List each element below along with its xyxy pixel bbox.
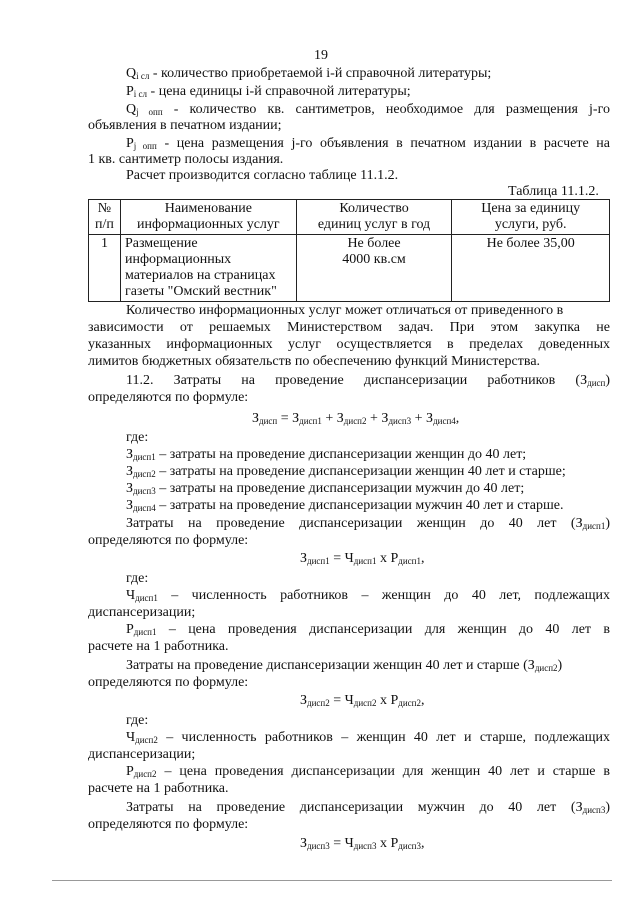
- block3-intro2: определяются по формуле:: [88, 817, 249, 832]
- block2-def-p2: расчете на 1 работника.: [88, 781, 229, 796]
- def-p-opp-cont: 1 кв. сантиметр полосы издания.: [88, 152, 284, 167]
- cell-name: Размещение информационных материалов на страницах газеты "Омский вестник": [120, 235, 296, 302]
- services-table: [88, 199, 610, 302]
- def-zdisp1: $З_{дисп1}$ – затраты на проведение диспансеризации женщин до 40 лет;: [126, 447, 527, 462]
- page-number: 19: [314, 48, 328, 63]
- def-p-spr: $P_{i сл}$ - цена единицы i-й справочной литературы;: [126, 84, 411, 99]
- block2-def-ch: $Ч_{дисп2}$ – численность работников – женщин 40 лет и старше, подлежащих: [126, 730, 610, 745]
- where-label-2: где:: [126, 571, 149, 586]
- header-num: № п/п: [89, 200, 121, 235]
- page-footer-rule: [52, 880, 612, 881]
- block3-intro: Затраты на проведение диспансеризации мужчин до 40 лет $(З_{дисп3})$: [126, 800, 610, 815]
- cell-qty: Не более 4000 кв.см: [296, 235, 452, 302]
- formula-zdisp1: $З_{дисп1} = Ч_{дисп1}$ х $Р_{дисп1}$,: [300, 551, 425, 566]
- para1-line2: зависимости от решаемых Министерством задач. При этом закупка не: [88, 320, 610, 335]
- def-zdisp2: $З_{дисп2}$ – затраты на проведение диспансеризации женщин 40 лет и старше;: [126, 464, 566, 479]
- where-label-3: где:: [126, 713, 149, 728]
- block2-intro2: определяются по формуле:: [88, 675, 249, 690]
- header-name: Наименование информационных услуг: [120, 200, 296, 235]
- header-qty: Количество единиц услуг в год: [296, 200, 452, 235]
- cell-price: Не более 35,00: [452, 235, 610, 302]
- def-q-opp: $Q_{j опп}$ - количество кв. сантиметров, необходимое для размещения j-го: [126, 102, 610, 117]
- table-caption: Таблица 11.1.2.: [508, 184, 599, 199]
- block1-def-p2: расчете на 1 работника.: [88, 639, 229, 654]
- calc-note: Расчет производится согласно таблице 11.1.2.: [126, 168, 399, 183]
- cell-num: 1: [89, 235, 121, 302]
- def-q-opp-cont: объявления в печатном издании;: [88, 118, 282, 133]
- block1-intro: Затраты на проведение диспансеризации женщин до 40 лет $(З_{дисп1})$: [126, 516, 610, 531]
- para1-line4: лимитов бюджетных обязательств по обеспечению функций Министерства.: [88, 354, 541, 369]
- para1-line1: Количество информационных услуг может отличаться от приведенного в: [126, 303, 564, 318]
- def-zdisp3: $З_{дисп3}$ – затраты на проведение диспансеризации мужчин до 40 лет;: [126, 481, 525, 496]
- section-11-2-title: 11.2. Затраты на проведение диспансеризации работников $(З_{дисп})$: [126, 373, 610, 388]
- para1-line3: указанных информационных услуг осуществляется в пределах доведенных: [88, 337, 610, 352]
- formula-zdisp2: $З_{дисп2} = Ч_{дисп2}$ х $Р_{дисп2}$,: [300, 693, 425, 708]
- def-zdisp4: $З_{дисп4}$ – затраты на проведение диспансеризации мужчин 40 лет и старше.: [126, 498, 564, 513]
- section-11-2-formula-intro: определяются по формуле:: [88, 390, 249, 405]
- block1-def-ch2: диспансеризации;: [88, 605, 196, 620]
- block1-def-p: $Р_{дисп1}$ – цена проведения диспансеризации для женщин до 40 лет в: [126, 622, 610, 637]
- table-header-row: [89, 200, 610, 235]
- header-price: Цена за единицу услуги, руб.: [452, 200, 610, 235]
- where-label-1: где:: [126, 430, 149, 445]
- block2-intro: Затраты на проведение диспансеризации женщин 40 лет и старше $(З_{дисп2})$: [126, 658, 563, 673]
- block2-def-p: $Р_{дисп2}$ – цена проведения диспансеризации для женщин 40 лет и старше в: [126, 764, 610, 779]
- formula-zdisp3: $З_{дисп3} = Ч_{дисп3}$ х $Р_{дисп3}$,: [300, 836, 425, 851]
- block1-def-ch: $Ч_{дисп1}$ – численность работников – женщин до 40 лет, подлежащих: [126, 588, 610, 603]
- def-p-opp: $P_{j опп}$ - цена размещения j-го объявления в печатном издании в расчете на: [126, 136, 610, 151]
- table-row: [89, 235, 610, 302]
- formula-main: $З_{дисп} = З_{дисп1} + З_{дисп2} + З_{дисп3} + З_{дисп4}$,: [252, 411, 460, 426]
- block1-intro2: определяются по формуле:: [88, 533, 249, 548]
- def-q-spr: $Q_{i сл}$ - количество приобретаемой i-й справочной литературы;: [126, 66, 492, 81]
- block2-def-ch2: диспансеризации;: [88, 747, 196, 762]
